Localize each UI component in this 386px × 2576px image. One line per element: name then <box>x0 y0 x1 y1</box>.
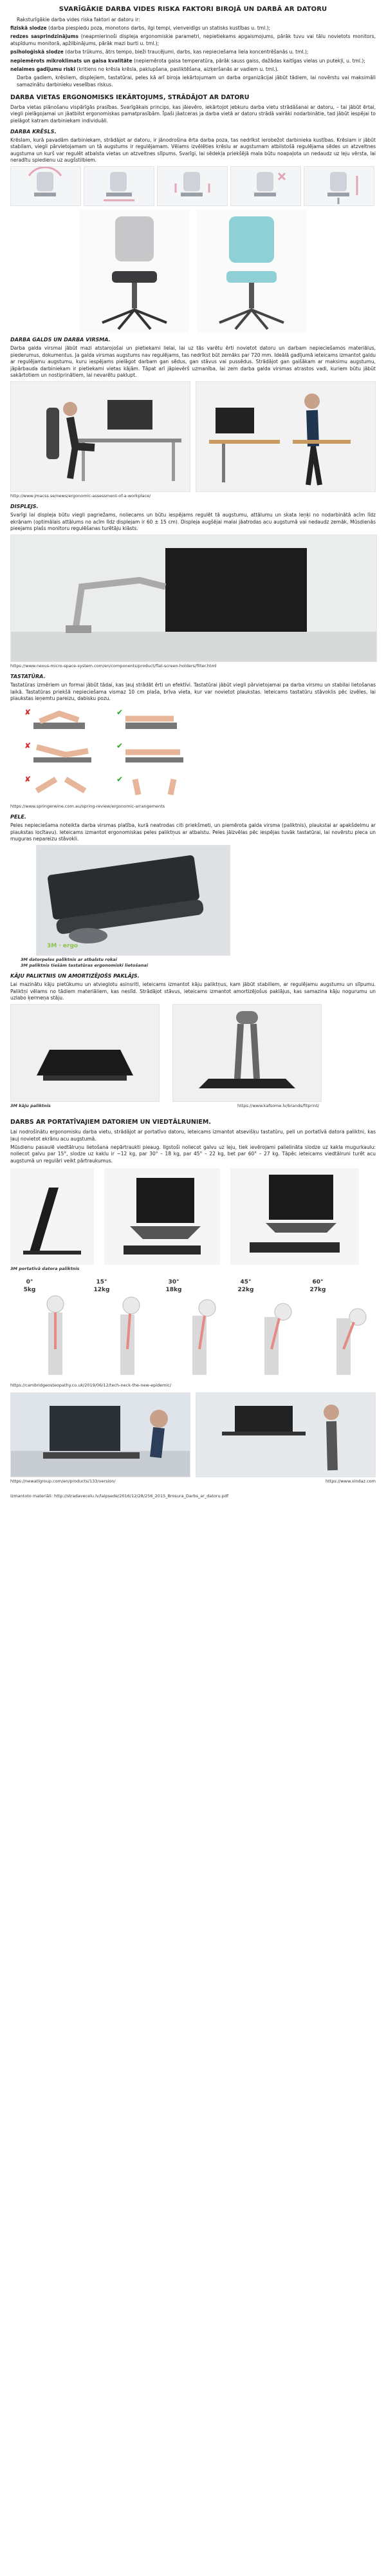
laptop-desk-photo <box>10 1392 190 1477</box>
laptop-heading: DARBS AR PORTATĪVAJIEM DATORIEM UN VIEDTĀLRUNIEM. <box>10 1119 211 1126</box>
keyboard-heading: TASTATŪRA. <box>10 674 46 680</box>
mouse-heading: PELE. <box>10 814 26 820</box>
right-mark: ✔ <box>116 775 124 784</box>
section-text: Darba vietas plānošanu vispārīgās prasības. Svarīgākais princips, kas jāievēro, iekārtojot jebkuru darba vietu strādāšanai ar datoru, – tai jābūt ērtai, viegli pielāgojamai un jāatbilst ergonomiskas pamatprasībām. Īpaši jāatceras ja darba vietā ar datoru strādā vairāki nodarbinātie, tad jābūt iespējai to pielāgot katram darbiniekam individuāli. <box>10 104 376 124</box>
document-title: SVARĪGĀKIE DARBA VIDES RISKA FAKTORI BIROJĀ UN DARBĀ AR DATORU <box>59 6 327 13</box>
wrist-wrong-icon <box>21 705 109 735</box>
laptop-stand-photo <box>10 1168 94 1265</box>
risk-item: nelaimes gadījumu riski (kritiens no krēsla krēsla, paklupšana, pasliktēšana, aizķeršanās ar vadiem u. tml.). <box>10 66 279 72</box>
intro-text: Raksturīgākie darba vides riska faktori ar datoru ir: <box>17 16 140 23</box>
sitting-worker-icon <box>11 382 190 491</box>
risks-outro: Darba gadiem, krēsliem, displejiem, tastatūrai, peles kā arī biroja iekārtojumam un darba organizācijai jābūt tādiem, lai novērstu vai maksimāli samazinātu darbinieku veselības riskus. <box>17 75 376 88</box>
chair-adjust-image <box>304 166 374 206</box>
chair-adjust-image <box>10 166 81 206</box>
desk-text: Darba galda virsmai jābūt mazi atstarojošai un pietiekami lielai, lai uz tās varētu ērti novietot datoru un darbam nepieciešamos materiālus, piederumus, dokumentus. Ja galda virsmas augstums nav regulējams, tas nedrīkst būt zemāks par 720 mm. Ideālā gadījumā ieteicams izmantot galdu ar regulējamu augstumu, kuru iespējams pielāgot darbam gan sēdus, gan stāvus vai pussēdus. Strādājot gan gaišākam ar maksimu augstumu, jāpārbauda darbiniekam ir pietiekami vietas kājām. Tāpat arī jāpievērš uzmanība, lai zem darba galda virsmas atrastos vadi, kuriem būtu jābūt sakārtotiem un nostiprinātiem, lai nevarētu paklupt. <box>10 345 376 378</box>
laptop-desk-icon <box>11 1393 190 1477</box>
wrist-rest-icon <box>37 846 230 955</box>
wrong-mark: ✘ <box>24 741 32 751</box>
source-url[interactable]: https://newatlgroup.com/en/products/133/version/ <box>10 1479 116 1484</box>
mouse-text: Peles nepieciešama noteikta darba virsmas platība, kurā neatrodas citi priekšmeti, un piemērota galda virsma (paliktnis), plaukstai ar apakšdelmu ar plaukstas locītavu). Ieteicams izmantot ergonomiskas peles paliktņus ar atbalstu. Peles jāizvēlas pēc iespējas tuvāk tastatūrai, lai novērstu pleca un muguras nepareizu stāvokli. <box>10 822 376 842</box>
chair-height-icon <box>304 167 374 205</box>
footrest-heading: KĀJU PALIKTNIS UN AMORTIZĒJOŠS PAKLĀJS. <box>10 973 140 980</box>
monitor-arm-icon <box>11 535 376 661</box>
chair-adjust-image <box>84 166 154 206</box>
laptop-stand-photos <box>10 1168 376 1265</box>
office-chairs-row <box>10 210 376 332</box>
chair-armrest-icon <box>158 167 227 205</box>
wrist-row <box>21 705 201 735</box>
chair-adjust-image <box>230 166 301 206</box>
chair-adjust-image <box>157 166 228 206</box>
display-text: Svarīgi lai displeja būtu viegli pagriežams, noliecams un būtu iespējams regulēt tā augstumu, attālumu un skata leņķi no nodarbinātā acīm līdz ekrānam (optimālais attālums no acīm līdz displejam ir 60 ± 15 cm). Displeja augšējai malai jāatrodas acu augstumā vai nedaudz zemāk. Mūsdienās pieejams plašs monitoru regulēšanas turētāju klāsts. <box>10 512 376 531</box>
bottom-photos-row <box>10 1392 376 1477</box>
standing-laptop-icon <box>196 1393 376 1477</box>
chair-grey-icon <box>80 210 189 332</box>
wrist-posture-image <box>113 772 201 802</box>
standing-desk-photo <box>196 381 376 492</box>
standing-mat-icon <box>173 1005 321 1101</box>
neck-figure <box>230 1278 300 1381</box>
wrist-right-icon <box>113 705 201 735</box>
chair-heading: DARBA KRĒSLS. <box>10 129 57 135</box>
wrist-wrong-icon <box>21 772 109 802</box>
wrist-wrong-icon <box>21 738 109 769</box>
right-mark: ✔ <box>116 708 124 717</box>
footrest-photos-row <box>10 1004 376 1102</box>
office-chair-grey-image <box>80 210 189 332</box>
chair-text: Krēslam, kurā pavadām darbiniekam, strādājot ar datoru, ir jānodrošina ērta darba poza, tas nedrīkst ierobežot darbinieka kustības. Krēslam ir jābūt stabilam, viegli pārvietojamam un tā augstums ir regulējamam. Vēlams izvēlēties krēslu ar augstumam atbilstošā regulējama sēdes un atzveltnes augstuma un kurš var regulēt atbalsta vietas un atzveltnes slīpums. Svarīgi, lai sēdekļa priekšējā mala būtu noapaļota un nedaudz uz leju vērsta, lai neradītu spiedienu uz augšstilbiem. <box>10 137 376 164</box>
mouse-caption: 3M datorpeles paliktnis ar atbalstu rokai <box>21 957 117 963</box>
laptop-with-keyboard-photo <box>230 1168 359 1265</box>
footrest-text: Lai mazinātu kāju pietūkumu un atvieglotu asinsriti, ieteicams izmantot kāju paliktņus, kam jābūt stabiliem, ar regulējamu augstumu un slīpumu. Paliktņi vēlams no tādiem materiāliem, kas neslīd. Strādājot stāvus, ieteicams izmantot amortizējošus paklājus, kas samazina kāju nogurumu un uzlabo ķermeņa stāju. <box>10 981 376 1001</box>
neck-label: 0° 5kg <box>23 1279 36 1294</box>
laptop-icon <box>104 1168 220 1265</box>
sitting-desk-photo <box>10 381 190 492</box>
standing-laptop-photo <box>196 1392 376 1477</box>
neck-figure <box>158 1278 228 1381</box>
keyboard-text: Tastatūras izmēriem un formai jābūt tādai, kas ļauj strādāt ērti un efektīvi. Tastatūrai jābūt viegli pārvietojamai pa darba virsmu un stabilai lietošanas laikā. Tastatūras priekšā nepieciešama vismaz 10 cm plaša, brīva vieta, kur var novietot plaukstas. Ieteicams tastatūru stāvoklis pēc izvēles, lai plaukstas ieņemtu pareizu, dabisku pozu. <box>10 682 376 701</box>
chair-seat-icon <box>84 167 154 205</box>
risk-item: psiholoģiskā slodze (darba trūkums, ātrs tempo, bieži traucējumi, darbs, kas nepieciešama liela koncentrēšanās u. tml.); <box>10 49 309 55</box>
source-url[interactable]: https://cambridgeosteopathy.co.uk/2019/06/12/tech-neck-the-new-epidemic/ <box>10 1383 172 1388</box>
wrong-mark: ✘ <box>24 775 32 784</box>
mouse-caption: 3M paliktnis tiešām tastatūras ergonomiski lietošanai <box>21 963 148 969</box>
chair-tilt-icon <box>231 167 300 205</box>
source-url[interactable]: https://www.kafsome.lv/brands/fitprint/ <box>237 1103 319 1109</box>
risk-item: fiziskā slodze (darba piespiedu poza, monotons darbs, ilgi tempi, vienveidīgs un statisks kustības u. tml.); <box>10 25 271 32</box>
laptop-stand-icon <box>10 1168 94 1265</box>
footrest-captions <box>10 1103 319 1109</box>
chair-teal-icon <box>197 210 306 332</box>
wrist-row <box>21 772 201 802</box>
keyboard-wrist-rest-photo <box>36 845 230 956</box>
laptop-text: Lai nodrošinātu ergonomisku darba vietu, strādājot ar portatīvo datoru, ieteicams izmantot atsevišķu tastatūru, peli un portatīvā datora paliktni, kas ļauj novietot ekrānu acu augstumā. <box>10 1129 376 1142</box>
neck-figure <box>86 1278 156 1381</box>
wrist-row <box>21 738 201 769</box>
wrist-posture-image <box>113 705 201 735</box>
right-mark: ✔ <box>116 741 124 751</box>
source-url[interactable]: http://www.jmacss.se/news/ergonomic-assessment-of-a-workplace/ <box>10 493 151 499</box>
wrist-posture-image <box>113 738 201 769</box>
neck-figure <box>302 1278 372 1381</box>
risk-item: nepiemērots mikroklimats un gaisa kvalitāte (nepiemērota gaisa temperatūra, pārāk sauss gaiss, dažādas kaitīgas vielas un putekļi, u. tml.); <box>10 57 365 64</box>
standing-worker-icon <box>196 382 376 491</box>
neck-label: 60° 27kg <box>309 1279 326 1294</box>
desk-photos-row <box>10 381 376 492</box>
footrest-photo <box>10 1004 160 1102</box>
risk-list <box>10 25 376 73</box>
brand-overlay: 3M · ergo <box>47 942 78 949</box>
chair-back-icon <box>11 167 80 205</box>
neck-label: 45° 22kg <box>237 1279 254 1294</box>
office-chair-teal-image <box>197 210 306 332</box>
laptop-keyboard-icon <box>230 1168 359 1265</box>
neck-load-diagram <box>10 1278 376 1381</box>
source-url[interactable]: https://www.xindaz.com <box>326 1479 376 1484</box>
anti-fatigue-mat-photo <box>172 1004 322 1102</box>
source-url[interactable]: https://www.springerwine.com.au/spring-review/ergonomic-arrangements <box>10 804 165 810</box>
chair-adjust-illustrations <box>10 166 376 206</box>
desk-heading: DARBA GALDS UN DARBA VIRSMA. <box>10 337 111 343</box>
risk-item: redzes sasprindzinājums (neapmierinoši displeja ergonomiskie parametri, nepietiekams apgaismojums, pārāk tuvu vai tālu novietots monitors, atspīdumu monitorā, apžilbinājums, pārāk mazi burti u. tml.); <box>10 33 376 46</box>
footrest-caption: 3M kāju paliktnis <box>10 1103 51 1109</box>
monitor-arm-photo <box>10 535 377 662</box>
wrist-posture-image <box>21 705 109 735</box>
footrest-icon <box>11 1005 159 1101</box>
neck-label: 30° 18kg <box>165 1279 182 1294</box>
neck-figure <box>14 1278 84 1381</box>
laptop-text: Mūsdienu pasaulē viedtālruņu lietošana nepārtraukti pieaug. Ilgstoši noliecot galvu uz leju, tiek ievērojami palielināta slodze uz kakla mugurkaulu: noliecot galvu par 15°, slodze uz kaklu ir ~12 kg, par 30° – 18 kg, par 45° – 22 kg, bet par 60° – 27 kg. Tāpēc ieteicams viedtālruni turēt acu augstumā un regulāri veikt pārtraukumus. <box>10 1144 376 1164</box>
wrist-posture-image <box>21 772 109 802</box>
laptop-on-stand-photo <box>104 1168 220 1265</box>
source-url[interactable]: https://www.nexus-micro-space-system.com/en/components/product/flat-screen-holders/filter.html <box>10 663 217 669</box>
display-heading: DISPLEJS. <box>10 504 39 510</box>
section-heading: DARBA VIETAS ERGONOMISKS IEKĀRTOJUMS, STRĀDĀJOT AR DATORU <box>10 93 250 101</box>
wrong-mark: ✘ <box>24 708 32 717</box>
wrist-right-icon <box>113 738 201 769</box>
bottom-urls <box>10 1479 376 1484</box>
laptop-caption: 3M portatīvā datora paliktnis <box>10 1266 80 1272</box>
wrist-posture-image <box>21 738 109 769</box>
source-note[interactable]: Izmantoto materiāli: http://stradavecelu.lv/laipsede/2016/12/28/256_2015_Brosura_Darbs_ar_datoru.pdf <box>10 1493 229 1499</box>
wrist-right-icon <box>113 772 201 802</box>
wrist-posture-grid <box>21 705 201 802</box>
neck-label: 15° 12kg <box>93 1279 110 1294</box>
